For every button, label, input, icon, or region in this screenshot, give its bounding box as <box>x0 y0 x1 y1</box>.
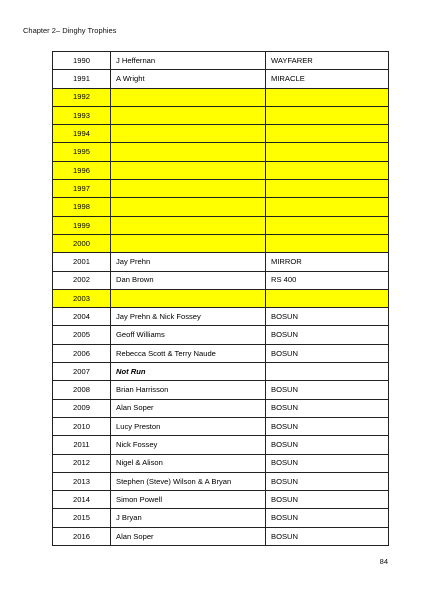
year-cell: 2016 <box>53 527 111 545</box>
year-cell: 2007 <box>53 363 111 381</box>
winner-cell <box>111 143 266 161</box>
boat-class-cell: BOSUN <box>266 308 389 326</box>
table-row <box>53 216 389 234</box>
boat-class-cell: BOSUN <box>266 344 389 362</box>
winner-cell: Geoff Williams <box>111 326 266 344</box>
boat-class-cell: BOSUN <box>266 472 389 490</box>
boat-class-cell: BOSUN <box>266 399 389 417</box>
winner-cell: Jay Prehn <box>111 253 266 271</box>
winner-cell: Jay Prehn & Nick Fossey <box>111 308 266 326</box>
boat-class-cell: BOSUN <box>266 527 389 545</box>
boat-class-cell: MIRROR <box>266 253 389 271</box>
winner-cell: Nigel & Alison <box>111 454 266 472</box>
table-row <box>53 381 389 399</box>
year-cell: 1990 <box>53 52 111 70</box>
boat-class-cell <box>266 180 389 198</box>
boat-class-cell <box>266 143 389 161</box>
trophy-results-table <box>52 51 389 546</box>
boat-class-cell <box>266 216 389 234</box>
year-cell: 1999 <box>53 216 111 234</box>
year-cell: 1991 <box>53 70 111 88</box>
year-cell: 2011 <box>53 436 111 454</box>
winner-cell: J Bryan <box>111 509 266 527</box>
table-row <box>53 289 389 307</box>
table-row <box>53 106 389 124</box>
table-row <box>53 180 389 198</box>
table-row <box>53 363 389 381</box>
boat-class-cell <box>266 198 389 216</box>
winner-cell: Nick Fossey <box>111 436 266 454</box>
boat-class-cell: BOSUN <box>266 491 389 509</box>
winner-cell <box>111 180 266 198</box>
winner-cell <box>111 106 266 124</box>
boat-class-cell <box>266 106 389 124</box>
table-row <box>53 417 389 435</box>
year-cell: 2015 <box>53 509 111 527</box>
year-cell: 1994 <box>53 125 111 143</box>
table-row <box>53 161 389 179</box>
winner-cell: Not Run <box>111 363 266 381</box>
year-cell: 1996 <box>53 161 111 179</box>
year-cell: 2001 <box>53 253 111 271</box>
table-row <box>53 143 389 161</box>
boat-class-cell <box>266 363 389 381</box>
year-cell: 1992 <box>53 88 111 106</box>
boat-class-cell: BOSUN <box>266 454 389 472</box>
winner-cell: Lucy Preston <box>111 417 266 435</box>
year-cell: 2008 <box>53 381 111 399</box>
boat-class-cell: BOSUN <box>266 326 389 344</box>
year-cell: 2006 <box>53 344 111 362</box>
table-row <box>53 399 389 417</box>
boat-class-cell <box>266 161 389 179</box>
year-cell: 2012 <box>53 454 111 472</box>
winner-cell <box>111 125 266 143</box>
winner-cell <box>111 198 266 216</box>
boat-class-cell <box>266 125 389 143</box>
year-cell: 1998 <box>53 198 111 216</box>
page-number: 84 <box>379 557 388 566</box>
year-cell: 2002 <box>53 271 111 289</box>
year-cell: 1995 <box>53 143 111 161</box>
table-row <box>53 454 389 472</box>
page-header: Chapter 2– Dinghy Trophies <box>23 26 117 35</box>
year-cell: 2009 <box>53 399 111 417</box>
winner-cell: J Heffernan <box>111 52 266 70</box>
winner-cell: Simon Powell <box>111 491 266 509</box>
table-row <box>53 472 389 490</box>
year-cell: 2000 <box>53 234 111 252</box>
results-table-body <box>53 52 389 546</box>
table-row <box>53 527 389 545</box>
table-row <box>53 198 389 216</box>
table-row <box>53 52 389 70</box>
table-row <box>53 88 389 106</box>
year-cell: 1997 <box>53 180 111 198</box>
winner-cell: Alan Soper <box>111 527 266 545</box>
boat-class-cell: RS 400 <box>266 271 389 289</box>
table-row <box>53 253 389 271</box>
table-row <box>53 308 389 326</box>
boat-class-cell <box>266 289 389 307</box>
winner-cell <box>111 161 266 179</box>
year-cell: 1993 <box>53 106 111 124</box>
winner-cell: Stephen (Steve) Wilson & A Bryan <box>111 472 266 490</box>
boat-class-cell: BOSUN <box>266 381 389 399</box>
winner-cell: Alan Soper <box>111 399 266 417</box>
boat-class-cell <box>266 88 389 106</box>
table-row <box>53 326 389 344</box>
boat-class-cell: BOSUN <box>266 436 389 454</box>
year-cell: 2010 <box>53 417 111 435</box>
winner-cell: Rebecca Scott & Terry Naude <box>111 344 266 362</box>
year-cell: 2013 <box>53 472 111 490</box>
winner-cell: Dan Brown <box>111 271 266 289</box>
table-row <box>53 125 389 143</box>
winner-cell <box>111 289 266 307</box>
boat-class-cell: MIRACLE <box>266 70 389 88</box>
table-row <box>53 344 389 362</box>
boat-class-cell: WAYFARER <box>266 52 389 70</box>
table-row <box>53 509 389 527</box>
winner-cell <box>111 234 266 252</box>
year-cell: 2003 <box>53 289 111 307</box>
year-cell: 2005 <box>53 326 111 344</box>
table-row <box>53 436 389 454</box>
winner-cell <box>111 216 266 234</box>
boat-class-cell: BOSUN <box>266 509 389 527</box>
winner-cell: Brian Harrisson <box>111 381 266 399</box>
table-row <box>53 70 389 88</box>
winner-cell <box>111 88 266 106</box>
winner-cell: A Wright <box>111 70 266 88</box>
year-cell: 2004 <box>53 308 111 326</box>
table-row <box>53 234 389 252</box>
boat-class-cell <box>266 234 389 252</box>
year-cell: 2014 <box>53 491 111 509</box>
table-row <box>53 491 389 509</box>
boat-class-cell: BOSUN <box>266 417 389 435</box>
table-row <box>53 271 389 289</box>
